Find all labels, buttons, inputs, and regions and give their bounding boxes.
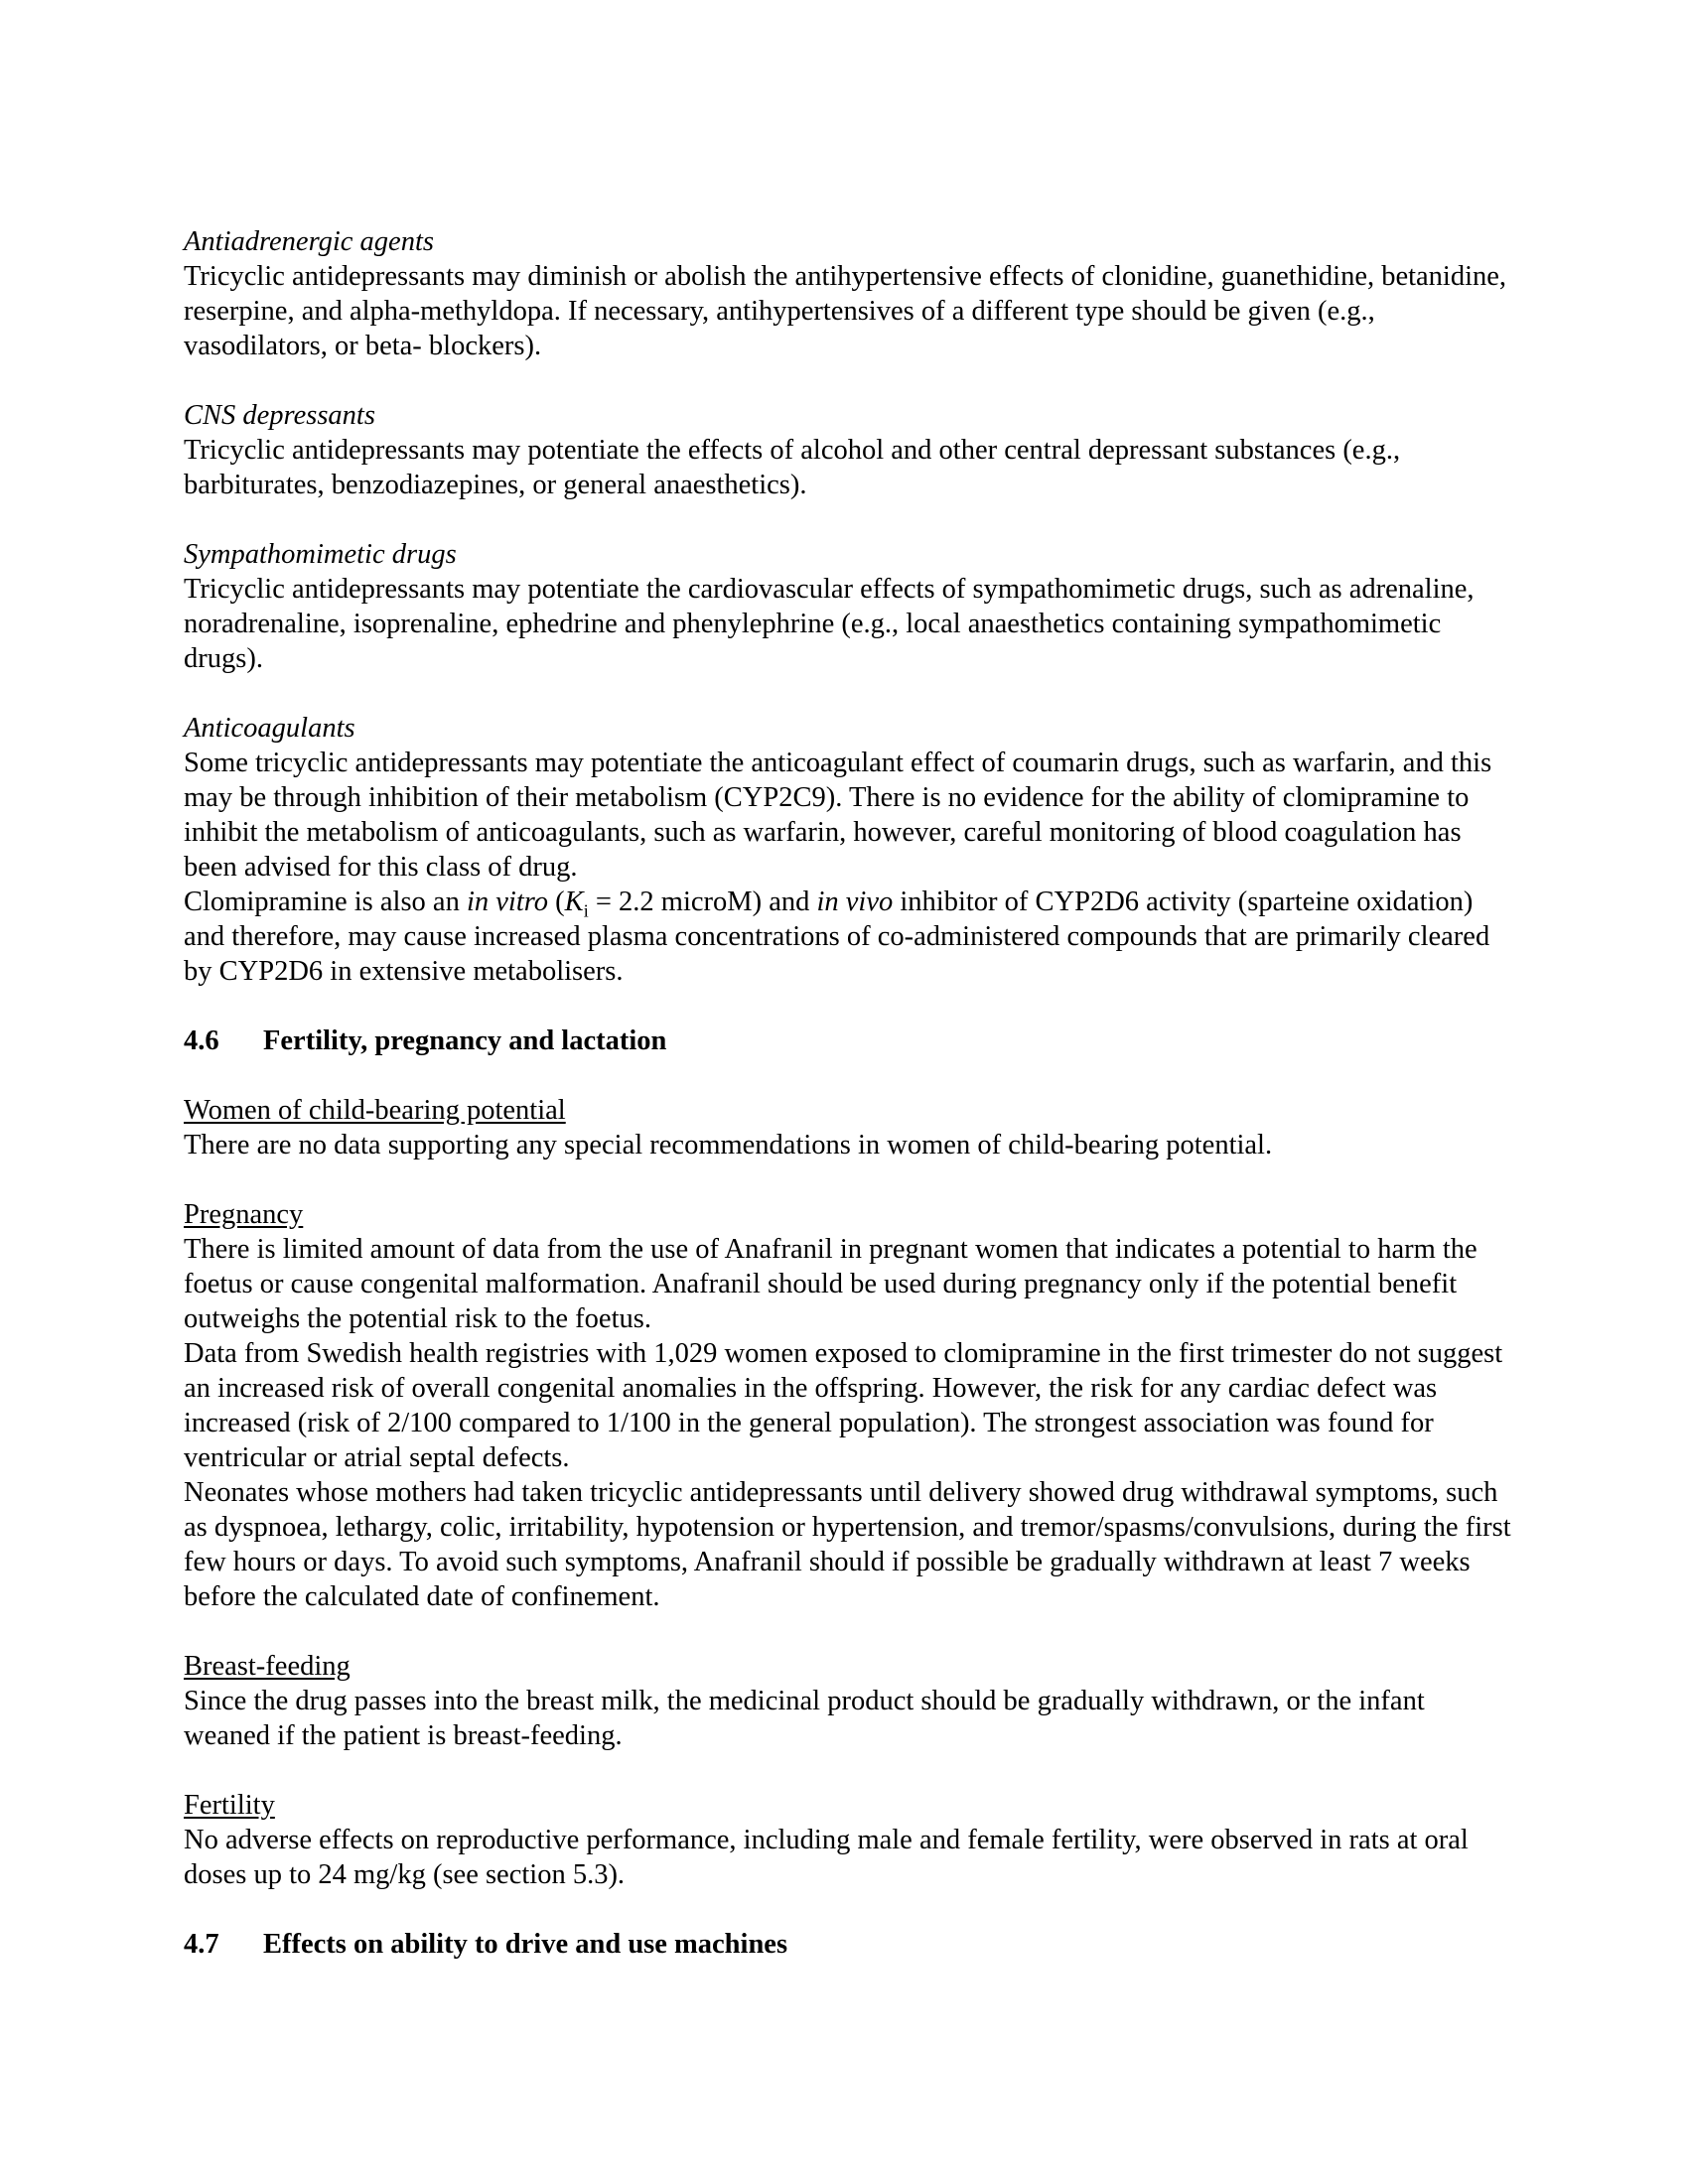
fertility-text: No adverse effects on reproductive performance, including male and female fertility, were observed in rats at oral doses up to 24 mg/kg (see section 5.3).	[184, 1825, 1469, 1890]
women-childbearing-text: There are no data supporting any special recommendations in women of child-bearing potential.	[184, 1130, 1273, 1160]
anticoagulants-section	[184, 711, 1514, 989]
section-4-6-number: 4.6	[184, 1025, 219, 1056]
pregnancy-section	[184, 1197, 1514, 1614]
cns-depressants-text: Tricyclic antidepressants may potentiate the effects of alcohol and other central depressant substances (e.g., barbiturates, benzodiazepines, or general anaesthetics).	[184, 435, 1401, 500]
anticoagulants-heading: Anticoagulants	[184, 713, 355, 744]
clomipramine-cyp2d6-text	[184, 885, 1514, 989]
section-4-6-heading	[184, 1024, 1514, 1058]
pregnancy-text-3: Neonates whose mothers had taken tricyclic antidepressants until delivery showed drug withdrawal symptoms, such as dyspnoea, lethargy, colic, irritability, hypotension or hypertension, and tremor/spasms/convulsions, during the first few hours or days. To avoid such symptoms, Anafranil should if possible be gradually withdrawn at least 7 weeks before the calculated date of confinement.	[184, 1477, 1511, 1612]
pregnancy-text-1: There is limited amount of data from the use of Anafranil in pregnant women that indicates a potential to harm the foetus or cause congenital malformation. Anafranil should be used during pregnancy only if the potential benefit outweighs the potential risk to the foetus.	[184, 1234, 1477, 1334]
anticoagulants-text: Some tricyclic antidepressants may potentiate the anticoagulant effect of coumarin drugs, such as warfarin, and this may be through inhibition of their metabolism (CYP2C9). There is no evidence for the ability of clomipramine to inhibit the metabolism of anticoagulants, such as warfarin, however, careful monitoring of blood coagulation has been advised for this class of drug.	[184, 748, 1492, 883]
cyp2d6-text-part-d: inhibitor of CYP2D6 activity (sparteine oxidation) and therefore, may cause increased plasma concentrations of co-administered compounds that are primarily cleared by CYP2D6 in extensive metabolisers.	[184, 887, 1490, 987]
breastfeeding-heading: Breast-feeding	[184, 1651, 351, 1682]
section-4-7-title: Effects on ability to drive and use machines	[263, 1929, 788, 1960]
fertility-section	[184, 1788, 1514, 1892]
cyp2d6-text-part-a: Clomipramine is also an	[184, 887, 467, 917]
section-4-7-number: 4.7	[184, 1929, 219, 1960]
document-page	[184, 224, 1514, 1962]
fertility-heading: Fertility	[184, 1790, 275, 1821]
cyp2d6-text-part-c: = 2.2 microM) and	[588, 887, 817, 917]
antiadrenergic-text: Tricyclic antidepressants may diminish or abolish the antihypertensive effects of clonidine, guanethidine, betanidine, reserpine, and alpha-methyldopa. If necessary, antihypertensives of a different type should be given (e.g., vasodilators, or beta- blockers).	[184, 261, 1507, 361]
in-vitro-term: in vitro	[466, 887, 549, 917]
antiadrenergic-heading: Antiadrenergic agents	[184, 226, 434, 257]
pregnancy-heading: Pregnancy	[184, 1199, 304, 1230]
sympathomimetic-section	[184, 537, 1514, 676]
antiadrenergic-section	[184, 224, 1514, 363]
section-4-7-heading	[184, 1927, 1514, 1962]
women-childbearing-heading: Women of child-bearing potential	[184, 1095, 566, 1126]
breastfeeding-section	[184, 1649, 1514, 1753]
ki-k: K	[564, 887, 584, 917]
section-4-6-title: Fertility, pregnancy and lactation	[263, 1025, 667, 1056]
women-childbearing-section	[184, 1093, 1514, 1162]
sympathomimetic-heading: Sympathomimetic drugs	[184, 539, 457, 570]
pregnancy-text-2: Data from Swedish health registries with 1,029 women exposed to clomipramine in the first trimester do not suggest an increased risk of overall congenital anomalies in the offspring. However, the risk for any cardiac defect was increased (risk of 2/100 compared to 1/100 in the general population). The strongest association was found for ventricular or atrial septal defects.	[184, 1338, 1503, 1473]
sympathomimetic-text: Tricyclic antidepressants may potentiate the cardiovascular effects of sympathomimetic drugs, such as adrenaline, noradrenaline, isoprenaline, ephedrine and phenylephrine (e.g., local anaesthetics containing sympathomimetic drugs).	[184, 574, 1475, 674]
ki-subscript: i	[583, 900, 589, 921]
cns-depressants-heading: CNS depressants	[184, 400, 375, 431]
breastfeeding-text: Since the drug passes into the breast milk, the medicinal product should be gradually withdrawn, or the infant weaned if the patient is breast-feeding.	[184, 1686, 1425, 1751]
cns-depressants-section	[184, 398, 1514, 502]
ki-symbol	[565, 887, 584, 917]
cyp2d6-text-part-b: (	[548, 887, 565, 917]
in-vivo-term: in vivo	[816, 887, 894, 917]
